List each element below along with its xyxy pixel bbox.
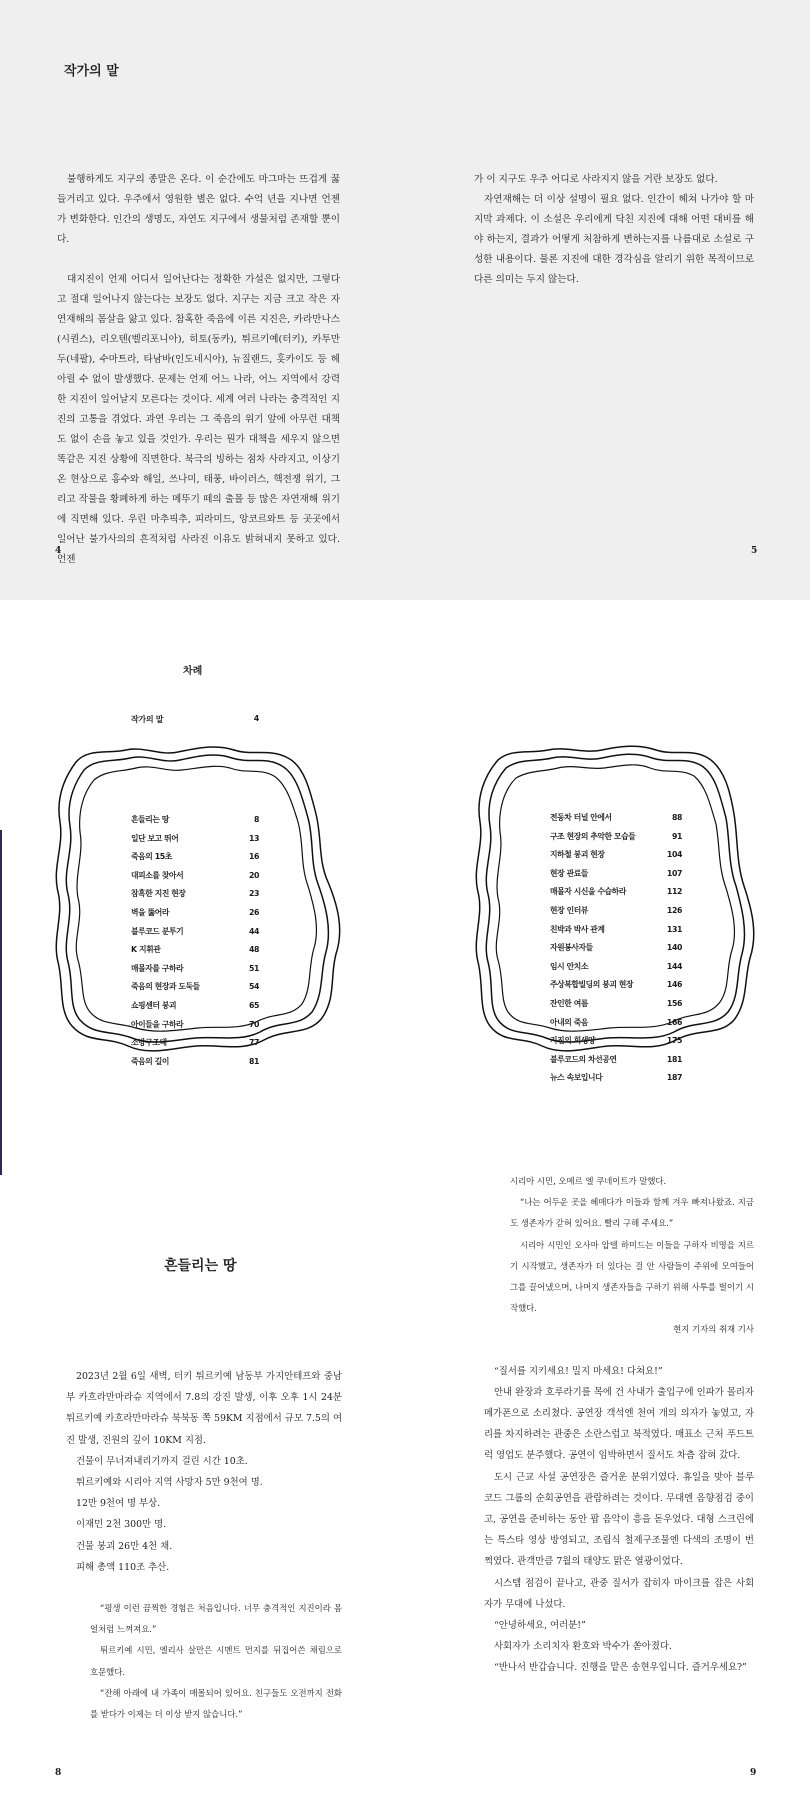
quote-narration: 시리아 시민인 오사마 압델 하미드는 이들을 구하자 비명을 지르기 시작했고, 생존자가 더 있다는 걸 안 사람들이 주위에 모여들어 그를 끌어냈으며, 나머지 생존자들을 구하기 위해 사투를 벌이기 시작했다. bbox=[510, 1239, 754, 1314]
toc-entry-page: 20 bbox=[248, 870, 259, 880]
toc-entry-page: 16 bbox=[248, 852, 259, 862]
toc-entry-page: 4 bbox=[253, 714, 259, 723]
toc-entry bbox=[131, 960, 259, 979]
preface-left-column bbox=[57, 170, 340, 570]
toc-entry-label: 블루코드의 차선공연 bbox=[550, 1054, 617, 1064]
toc-entry-label: 구조 현장의 추악한 모습들 bbox=[550, 831, 636, 841]
toc-entry-label: 잔인한 여름 bbox=[550, 998, 588, 1008]
toc-entry-label: 아이들을 구하라 bbox=[131, 1019, 184, 1029]
toc-entry bbox=[131, 830, 259, 849]
toc-entry bbox=[550, 828, 682, 847]
toc-entry-label: 뉴스 속보입니다 bbox=[550, 1073, 603, 1083]
body-paragraph: 시스템 점검이 끝나고, 관중 질서가 잡히자 마이크를 잡은 사회자가 무대에 나섰다. bbox=[484, 1577, 754, 1610]
toc-spread bbox=[0, 600, 810, 1175]
toc-entry-label: 일단 보고 뛰어 bbox=[131, 833, 179, 843]
toc-entry bbox=[550, 995, 682, 1014]
page-number-left: 8 bbox=[55, 1768, 62, 1778]
toc-entry-page: 156 bbox=[666, 998, 682, 1008]
toc-entry-page: 126 bbox=[666, 905, 682, 915]
chapter-title: 흔들리는 땅 bbox=[164, 1258, 237, 1274]
toc-entry-label: 벽을 뚫어라 bbox=[131, 907, 169, 917]
toc-entry-page: 112 bbox=[666, 887, 682, 897]
toc-entry bbox=[131, 941, 259, 960]
stat-line: 이재민 2천 300만 명. bbox=[76, 1519, 167, 1531]
body-paragraph: 안내 완장과 호루라기를 목에 건 사내가 출입구에 인파가 몰리자 메가폰으로 소리쳤다. 공연장 객석엔 천여 개의 의자가 놓였고, 자리를 차지하려는 관중은 소란스럽고 북적였다. 매표소 근처 푸드트럭 영업도 분주했다. 공연이 임박하면서 질서도 차츰 잡혀 갔다. bbox=[484, 1386, 754, 1462]
toc-entry bbox=[550, 809, 682, 828]
toc-entry-page: 131 bbox=[666, 924, 682, 934]
toc-entry-label: 쇼핑센터 붕괴 bbox=[131, 1000, 177, 1010]
toc-entry-page: 175 bbox=[666, 1036, 682, 1046]
toc-entry-label: 지진의 희생양 bbox=[550, 1036, 596, 1046]
body-paragraph: 사회자가 소리치자 환호와 박수가 쏟아졌다. bbox=[494, 1641, 672, 1653]
toc-entry bbox=[550, 976, 682, 995]
toc-entry bbox=[131, 867, 259, 886]
toc-entry-page: 23 bbox=[248, 889, 259, 899]
toc-entry-page: 81 bbox=[248, 1056, 259, 1066]
toc-entry-page: 48 bbox=[248, 945, 259, 955]
toc-entry-page: 187 bbox=[666, 1073, 682, 1083]
stat-line: 건물 붕괴 26만 4천 채. bbox=[76, 1540, 173, 1552]
chapter-right-column bbox=[484, 1171, 754, 1679]
preface-spread bbox=[0, 0, 810, 600]
body-paragraph: 도시 근교 사설 공연장은 즐거운 분위기였다. 휴일을 맞아 블루코드 그룹의 순회공연을 관람하려는 것이다. 무대엔 음향점검 중이고, 공연을 준비하는 동안 팝 음악이 흥을 돋우었다. 대형 스크린에는 특스타 영상 방영되고, 조립식 철제구조물엔 다색의 조명이 번쩍였다. 관객만큼 7월의 태양도 맑은 열광이었다. bbox=[484, 1471, 754, 1568]
toc-entry-page: 91 bbox=[671, 831, 682, 841]
preface-paragraph: 대지진이 언제 어디서 일어난다는 정확한 가설은 없지만, 그렇다고 절대 일어나지 않는다는 보장도 없다. 지구는 지금 크고 작은 자연재해의 몸살을 앓고 있다. 참혹한 죽음에 이른 지진은, 카라만나스(시퀀스), 리오텐(벨리포니아), 히토(동카), 튀르키예(터키), 카투만두(네팔), 수마트라, 타남바(인도네시아), 뉴질랜드, 홋카이도 등 헤아릴 수 없이 발생했다. 문제는 언제 어느 나라, 어느 지역에서 강력한 지진이 일어날지 모른다는 것이다. 세계 여러 나라는 충격적인 지진의 고통을 겪었다. 과연 우리는 그 죽음의 위기 앞에 아무런 대책도 없이 손을 놓고 있을 것인가. 우리는 뭔가 대책을 세우지 않으면 똑같은 지진 상황에 직면한다. 북극의 빙하는 점차 사라지고, 이상기온 현상으로 홍수와 해일, 쓰나미, 태풍, 바이러스, 핵전쟁 위기, 그리고 작물을 황폐하게 하는 메뚜기 떼의 출몰 등 많은 자연재해 위기에 직면해 있다. 우린 마추픽추, 피라미드, 앙코르와트 등 곳곳에서 일어난 불가사의의 흔적처럼 사라진 이유도 밝혀내지 못하고 있다. 언젠 bbox=[57, 274, 340, 565]
page-number-left: 4 bbox=[55, 546, 62, 556]
toc-entry-label: 현장 관료들 bbox=[550, 868, 588, 878]
quote: “나는 어두운 곳을 헤매다가 이들과 함께 겨우 빠져나왔죠. 지금도 생존자가 갇혀 있어요. 빨리 구해 주세요.” bbox=[510, 1197, 754, 1229]
toc-entry-label: 매몰자를 구하라 bbox=[131, 963, 184, 973]
toc-entry-page: 26 bbox=[248, 907, 259, 917]
toc-entry bbox=[131, 811, 259, 830]
page-title: 작가의 말 bbox=[64, 64, 119, 79]
page-number-right: 9 bbox=[750, 1768, 757, 1778]
toc-entry-label: 자원봉사자들 bbox=[550, 943, 593, 953]
toc-entry bbox=[131, 978, 259, 997]
preface-paragraph: 자연재해는 더 이상 설명이 필요 없다. 인간이 헤쳐 나가야 할 마지막 과제다. 이 소설은 우리에게 닥친 지진에 대해 어떤 대비를 해야 하는지, 결과가 어떻게 처참하게 변하는지를 나름대로 소설로 구성한 내용이다. 물론 지진에 대한 경각심을 알리기 위한 목적이므로 다른 의미는 두지 않는다. bbox=[474, 194, 754, 285]
toc-entry-page: 144 bbox=[666, 961, 682, 971]
toc-entry bbox=[131, 904, 259, 923]
toc-list-left bbox=[131, 811, 259, 1071]
toc-entry bbox=[131, 1053, 259, 1072]
toc-entry bbox=[550, 883, 682, 902]
toc-entry-page: 166 bbox=[666, 1017, 682, 1027]
dialog-line: “안녕하세요, 여러분!” bbox=[494, 1620, 586, 1632]
toc-entry-page: 107 bbox=[666, 868, 682, 878]
toc-entry-label: 죽음의 현장과 도둑들 bbox=[131, 982, 200, 992]
quote: “잔해 아래에 내 가족이 매몰되어 있어요. 친구들도 오전까지 전화를 받다가 이제는 더 이상 받지 않습니다.” bbox=[90, 1687, 342, 1720]
toc-entry-page: 140 bbox=[666, 943, 682, 953]
toc-entry bbox=[550, 921, 682, 940]
toc-entry-label: 매몰자 시신을 수습하라 bbox=[550, 887, 626, 897]
toc-entry-page: 44 bbox=[248, 926, 259, 936]
dialog-line: “질서를 지키세요! 밀지 마세요! 다쳐요!” bbox=[494, 1365, 663, 1377]
toc-entry bbox=[550, 1069, 682, 1088]
source-credit: 현지 기자의 취재 기사 bbox=[673, 1324, 754, 1335]
chapter-spread bbox=[0, 1175, 810, 1797]
body-paragraph: 2023년 2월 6일 새벽, 터키 튀르키예 남동부 가지안테프와 중남부 카흐라만마라슈 지역에서 7.8의 강진 발생, 이후 오후 1시 24분 튀르키예 카흐라만마라슈 북북동 쪽 59KM 지점에서 규모 7.5의 여진 발생, 진원의 깊이 10KM 지점. bbox=[66, 1371, 342, 1446]
toc-entry-label: 아내의 죽음 bbox=[550, 1017, 588, 1027]
toc-entry bbox=[550, 846, 682, 865]
preface-right-column bbox=[474, 170, 754, 290]
toc-entry bbox=[131, 885, 259, 904]
toc-title: 차례 bbox=[183, 666, 203, 677]
toc-entry-page: 181 bbox=[666, 1054, 682, 1064]
toc-entry-label: 주상복합빌딩의 붕괴 현장 bbox=[550, 980, 634, 990]
toc-entry bbox=[550, 1014, 682, 1033]
preface-paragraph: 가 이 지구도 우주 어디로 사라지지 않을 거란 보장도 없다. bbox=[474, 174, 718, 185]
toc-entry bbox=[131, 923, 259, 942]
toc-entry-label: 작가의 말 bbox=[131, 715, 164, 724]
toc-entry-label: 대피소를 찾아서 bbox=[131, 870, 184, 880]
toc-entry-label: 현장 인터뷰 bbox=[550, 905, 588, 915]
toc-entry bbox=[550, 1032, 682, 1051]
toc-entry-page: 77 bbox=[248, 1038, 259, 1048]
toc-entry bbox=[550, 865, 682, 884]
stat-line: 건물이 무너져내리기까지 걸린 시간 10초. bbox=[76, 1455, 248, 1467]
toc-entry-page: 13 bbox=[248, 833, 259, 843]
toc-entry bbox=[550, 1051, 682, 1070]
toc-entry bbox=[131, 997, 259, 1016]
dialog-line: “반나서 반갑습니다. 진행을 맡은 송현우입니다. 즐거우세요?” bbox=[494, 1662, 747, 1674]
toc-entry-label: 임시 안치소 bbox=[550, 961, 588, 971]
toc-entry-page: 146 bbox=[666, 980, 682, 990]
preface-paragraph: 불행하게도 지구의 종말은 온다. 이 순간에도 마그마는 뜨겁게 꿇들거리고 있다. 우주에서 영원한 별은 없다. 수억 년을 지나면 언젠가 변화한다. 인간의 생명도, 자연도 지구에서 생물처럼 존재할 뿐이다. bbox=[57, 174, 340, 245]
toc-entry-label: 죽음의 15초 bbox=[131, 852, 172, 862]
toc-entry-page: 54 bbox=[248, 982, 259, 992]
toc-entry-label: 참혹한 지진 현장 bbox=[131, 889, 186, 899]
quote-attribution: 튀르키예 시민, 엘리사 살만은 시멘트 먼지를 뒤집어쓴 채림으로 호문했다. bbox=[90, 1645, 342, 1677]
toc-list-right bbox=[550, 809, 682, 1088]
toc-entry bbox=[550, 939, 682, 958]
chapter-left-column bbox=[66, 1366, 342, 1725]
toc-entry-label: 친박과 박사 관계 bbox=[550, 924, 605, 934]
toc-entry-label: 죽음의 길이 bbox=[131, 1056, 169, 1066]
quote-intro: 시리아 시민, 오메르 엘 쿠네이트가 말했다. bbox=[510, 1176, 667, 1186]
toc-entry bbox=[550, 902, 682, 921]
toc-entry-page: 65 bbox=[248, 1000, 259, 1010]
toc-entry bbox=[131, 1016, 259, 1035]
toc-entry-label: 소방구조대 bbox=[131, 1038, 167, 1048]
toc-entry-page: 88 bbox=[671, 813, 682, 822]
toc-entry-label: 지하철 붕괴 현장 bbox=[550, 850, 605, 860]
stat-line: 튀르키예와 시리아 지역 사망자 5만 9천여 명. bbox=[76, 1477, 263, 1489]
quote: “평생 이런 끔찍한 경험은 처음입니다. 너무 충격적인 지진이라 몸 얼처럼 느껴져요.” bbox=[90, 1603, 342, 1635]
toc-entry bbox=[550, 958, 682, 977]
toc-entry-page: 104 bbox=[666, 850, 682, 860]
toc-preface-row bbox=[131, 714, 259, 725]
stat-line: 피해 총액 110조 추산. bbox=[76, 1561, 170, 1573]
toc-entry bbox=[131, 848, 259, 867]
toc-entry-label: K 지휘관 bbox=[131, 945, 161, 955]
toc-entry-page: 51 bbox=[248, 963, 259, 973]
toc-entry-page: 70 bbox=[248, 1019, 259, 1029]
page-number-right: 5 bbox=[751, 546, 758, 556]
toc-entry-page: 8 bbox=[253, 815, 259, 824]
toc-entry bbox=[131, 1034, 259, 1053]
stat-line: 12만 9천여 명 부상. bbox=[76, 1498, 161, 1510]
toc-entry-label: 블루코드 분투기 bbox=[131, 926, 184, 936]
toc-entry-label: 전동차 터널 안에서 bbox=[550, 813, 612, 822]
toc-entry-label: 흔들리는 땅 bbox=[131, 815, 169, 824]
